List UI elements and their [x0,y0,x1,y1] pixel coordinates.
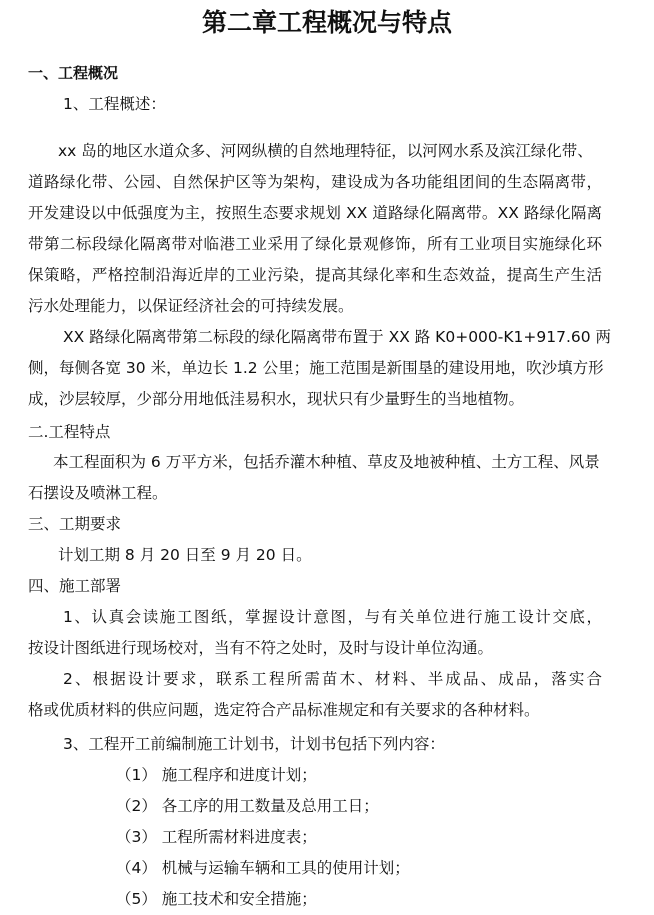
list-item: 按设计图纸进行现场校对，当有不符之处时，及时与设计单位沟通。 [28,639,494,657]
section-heading-features: 二.工程特点 [28,423,111,441]
plan-list-item: （4） 机械与运输车辆和工具的使用计划； [116,859,410,877]
paragraph-line: 石摆设及喷淋工程。 [28,484,168,502]
subsection-heading: 1、工程概述： [63,95,166,113]
paragraph-line: 成，沙层较厚，少部分用地低洼易积水，现状只有少量野生的当地植物。 [28,390,525,408]
paragraph-line: 保策略，严格控制沿海近岸的工业污染，提高其绿化率和生态效益，提高生产生活 [28,266,602,284]
plan-list-item: （2） 各工序的用工数量及总用工日； [116,797,379,815]
plan-list-item: （5） 施工技术和安全措施； [116,890,317,908]
plan-list-item: （3） 工程所需材料进度表； [116,828,317,846]
list-item: 1、认真会读施工图纸，掌握设计意图，与有关单位进行施工设计交底， [63,608,602,626]
paragraph-line: 污水处理能力，以保证经济社会的可持续发展。 [28,297,354,315]
list-item: 格或优质材料的供应问题，选定符合产品标准规定和有关要求的各种材料。 [28,701,540,719]
section-heading-schedule: 三、工期要求 [28,515,122,533]
section-heading-overview: 一、工程概况 [28,64,119,82]
chapter-title: 第二章工程概况与特点 [201,8,452,37]
paragraph-line: XX 路绿化隔离带第二标段的绿化隔离带布置于 XX 路 K0+000-K1+917.60 两 [63,328,612,346]
paragraph-line: xx 岛的地区水道众多、河网纵横的自然地理特征，以河网水系及滨江绿化带、 [58,142,593,160]
paragraph-line: 道路绿化带、公园、自然保护区等为架构，建设成为各功能组团间的生态隔离带， [28,173,602,191]
paragraph-line: 本工程面积为 6 万平方米，包括乔灌木种植、草皮及地被种植、土方工程、风景 [53,453,600,471]
section-heading-deployment: 四、施工部署 [28,577,122,595]
plan-list-item: （1） 施工程序和进度计划； [116,766,317,784]
paragraph-line: 开发建设以中低强度为主，按照生态要求规划 XX 道路绿化隔离带。XX 路绿化隔离 [28,204,602,222]
list-item: 2、根据设计要求，联系工程所需苗木、材料、半成品、成品，落实合 [63,670,602,688]
paragraph-line: 计划工期 8 月 20 日至 9 月 20 日。 [58,546,312,564]
list-item: 3、工程开工前编制施工计划书，计划书包括下列内容： [63,735,445,753]
paragraph-line: 侧，每侧各宽 30 米，单边长 1.2 公里；施工范围是新围垦的建设用地，吹沙填方形 [28,359,604,377]
paragraph-line: 带第二标段绿化隔离带对临港工业采用了绿化景观修饰，所有工业项目实施绿化环 [28,235,602,253]
